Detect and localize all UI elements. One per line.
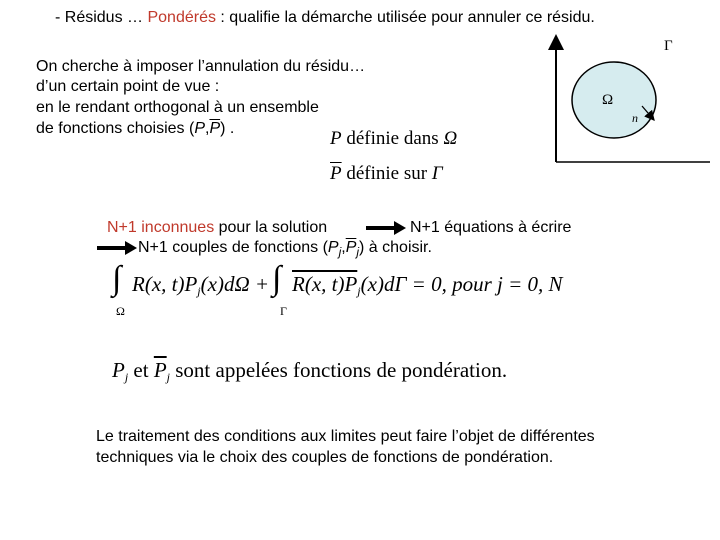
intro-line-3: en le rendant orthogonal à un ensemble [36,99,319,116]
domain-diagram [540,28,720,168]
intro-line-2: d’un certain point de vue : [36,78,220,95]
integral-sign-1: ∫ [112,260,122,297]
unknowns-line: N+1 inconnues pour la solution [107,219,328,236]
integral-domain-omega: Ω [116,304,125,318]
integral-domain-gamma: Γ [280,304,287,318]
slide-title [55,9,595,27]
intro-line-1: On cherche à imposer l’annulation du résidu… [36,58,366,75]
omega-label: Ω [602,92,614,108]
integral-term-2: R(x, $t)P_j(x)d\Gamma = 0$, pour j = 0, N [292,272,563,298]
normal-label: n [632,111,638,125]
gamma-label: Γ [664,38,673,54]
couples-line: N+1 couples de fonctions $(P_j,\overline{P}_j)$ à choisir. [138,239,432,259]
title-highlight: Pondérés [147,9,216,26]
footer-line-2: techniques via le choix des couples de fonctions de pondération. [96,449,554,466]
p-symbol: P [194,120,205,137]
title-rest: : qualifie la démarche utilisée pour annuler ce résidu. [215,9,595,26]
footer-line-1: Le traitement des conditions aux limites peut faire l’objet de différentes [96,428,595,445]
unknowns-highlight: N+1 inconnues [107,219,215,236]
integral-sign-2: ∫ [272,260,282,297]
weighting-functions-statement: $P_j$ et $\overline{P}_j$ sont appelées fonctions de pondération. [112,358,508,384]
equations-count: N+1 équations à écrire [410,219,572,236]
implies-arrow-icon [366,220,406,236]
title-prefix: - Résidus … [55,9,148,26]
definition-pbar: $\overline{P}$ définie sur Γ [330,163,443,184]
pbar-symbol: $\overline{P}$ [209,120,221,137]
implies-arrow-icon-2 [97,240,137,256]
intro-line-4: de fonctions choisies $(P,\overline{P})$ . [36,120,235,137]
integral-term-1: R(x, $t)P_j(x)d\Omega$ + [132,272,270,298]
definition-p: P définie dans Ω [330,128,458,149]
domain-omega [572,62,656,138]
